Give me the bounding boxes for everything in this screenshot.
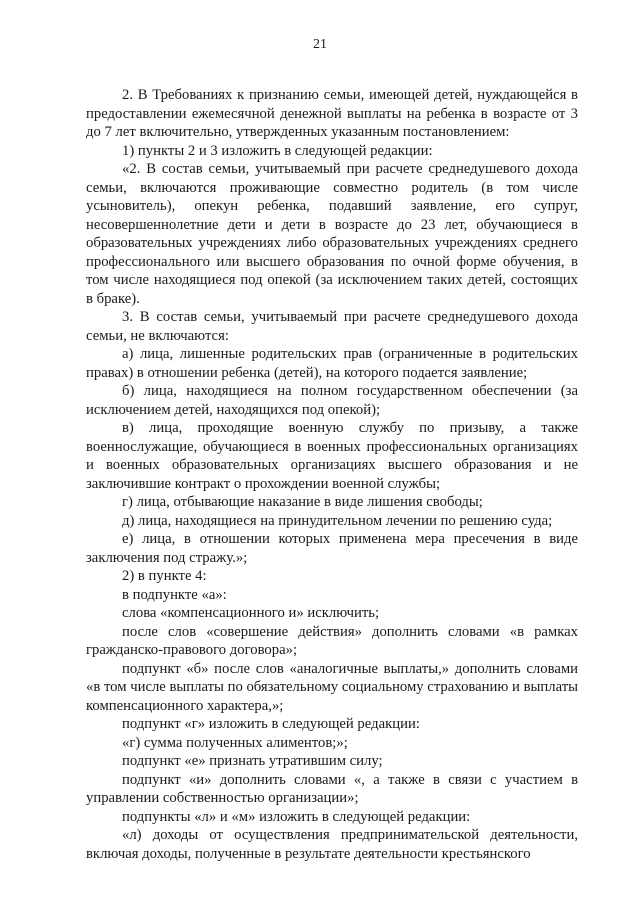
paragraph: г) лица, отбывающие наказание в виде лишения свободы; xyxy=(122,494,483,510)
paragraph: е) лица, в отношении которых применена мера пресечения в виде заключения под стражу.»; xyxy=(86,531,578,566)
paragraph: 2) в пункте 4: xyxy=(122,568,207,584)
paragraph: д) лица, находящиеся на принудительном лечении по решению суда; xyxy=(122,512,553,529)
paragraph: «л) доходы от осуществления предпринимательской деятельности, включая доходы, полученные в результате деятельности крестьянского xyxy=(86,827,578,862)
paragraph: слова «компенсационного и» исключить; xyxy=(122,605,380,621)
paragraph: подпункт «е» признать утратившим силу; xyxy=(122,753,383,769)
paragraph: подпункты «л» и «м» изложить в следующей редакции: xyxy=(122,808,471,825)
paragraph: в) лица, проходящие военную службу по призыву, а также военнослужащие, обучающиеся в военных профессиональных организациях и военных образовательных организациях высшего образования и не заключившие контракт о прохождении военной службы; xyxy=(86,420,578,492)
page-number: 21 xyxy=(313,37,327,52)
paragraph: после слов «совершение действия» дополнить словами «в рамках гражданско-правового договора»; xyxy=(86,623,578,658)
paragraph: 2. В Требованиях к признанию семьи, имеющей детей, нуждающейся в предоставлении ежемесячной денежной выплаты на ребенка в возрасте от 3 до 7 лет включительно, утвержденных указанным постановлением: xyxy=(86,87,578,140)
paragraph: подпункт «б» после слов «аналогичные выплаты,» дополнить словами «в том числе выплаты по обязательному социальному страхованию и выплаты компенсационного характера,»; xyxy=(86,660,578,714)
paragraph: б) лица, находящиеся на полном государственном обеспечении (за исключением детей, находящихся под опекой); xyxy=(86,383,578,418)
paragraph: подпункт «г» изложить в следующей редакции: xyxy=(122,716,420,732)
paragraph: 3. В состав семьи, учитываемый при расчете среднедушевого дохода семьи, не включаются: xyxy=(86,309,578,344)
paragraph: «г) сумма полученных алиментов;»; xyxy=(122,734,348,751)
paragraph: в подпункте «а»: xyxy=(122,586,227,603)
paragraph: подпункт «и» дополнить словами «, а также в связи с участием в управлении собственностью организации»; xyxy=(86,771,578,806)
paragraph: 1) пункты 2 и 3 изложить в следующей редакции: xyxy=(122,142,433,159)
document-body xyxy=(86,86,578,863)
paragraph: «2. В состав семьи, учитываемый при расчете среднедушевого дохода семьи, включаются проживающие совместно родитель (в том числе усыновитель), опекун ребенка, подавший заявление, его супруг, несовершеннолетние дети и дети в возрасте до 23 лет, обучающиеся в образовательных учреждениях либо образовательных учреждениях среднего профессионального или высшего образования по очной форме обучения, в том числе находящиеся под опекой (за исключением таких детей, состоящих в браке). xyxy=(86,161,578,307)
paragraph: а) лица, лишенные родительских прав (ограниченные в родительских правах) в отношении ребенка (детей), на которого подается заявление; xyxy=(86,346,578,381)
